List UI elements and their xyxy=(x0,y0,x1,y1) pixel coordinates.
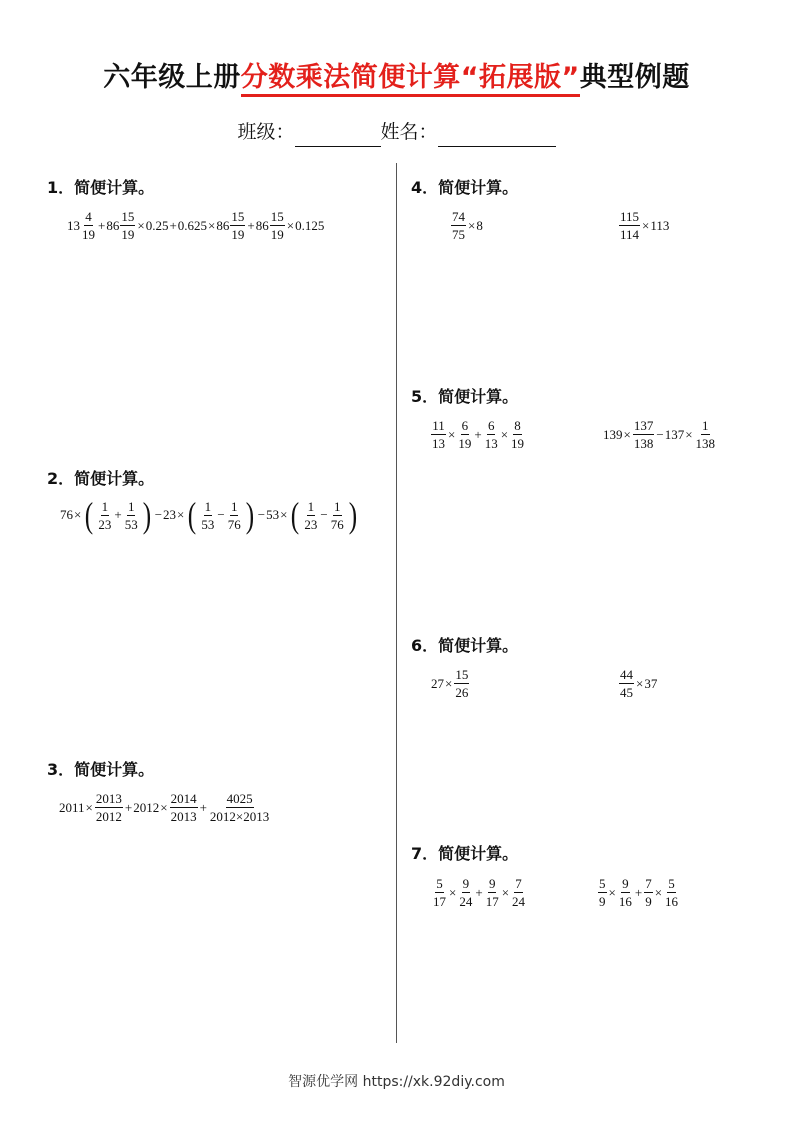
fraction xyxy=(510,419,525,450)
fraction xyxy=(511,877,526,908)
footer-watermark: 智源优学网 https://xk.92diy.com xyxy=(288,1074,505,1090)
fraction xyxy=(81,210,96,241)
number: 86 xyxy=(106,217,120,233)
fraction xyxy=(124,500,139,531)
numerator: 74 xyxy=(452,209,465,224)
parenthesis: ( xyxy=(188,495,197,535)
operator: − xyxy=(217,507,225,522)
number: 113 xyxy=(650,217,670,233)
number: 37 xyxy=(644,675,658,691)
problem-label: 6．简便计算。 xyxy=(411,636,519,655)
problem-7 xyxy=(411,841,518,864)
operator: × xyxy=(636,675,644,691)
numerator: 5 xyxy=(599,876,606,891)
column-divider xyxy=(396,163,397,1043)
number: 27 xyxy=(431,675,444,691)
operator: + xyxy=(199,799,207,815)
fraction xyxy=(209,792,270,823)
fraction xyxy=(200,500,215,531)
numerator: 15 xyxy=(231,209,245,224)
fraction xyxy=(95,792,123,823)
parenthesis: ( xyxy=(85,495,94,535)
denominator: 16 xyxy=(618,894,632,909)
number: 0.125 xyxy=(295,217,325,233)
problem-1 xyxy=(47,175,154,198)
problem-3-expression xyxy=(59,792,271,823)
problem-1-expression xyxy=(67,210,324,241)
fraction xyxy=(451,210,466,241)
operator: × xyxy=(208,217,216,233)
numerator: 15 xyxy=(270,209,284,224)
numerator: 5 xyxy=(668,876,675,891)
class-blank[interactable] xyxy=(295,124,381,147)
denominator: 138 xyxy=(695,436,716,451)
problem-label: 7．简便计算。 xyxy=(411,844,519,863)
parenthesis: ( xyxy=(291,495,300,535)
number: 2011 xyxy=(59,799,85,815)
number: 139 xyxy=(603,426,623,442)
denominator: 76 xyxy=(227,516,241,532)
numerator: 9 xyxy=(622,876,629,891)
page-title: 六年级上册分数乘法简便计算“拓展版”典型例题 xyxy=(0,55,793,94)
denominator: 16 xyxy=(665,894,679,909)
numerator: 1 xyxy=(127,498,135,514)
denominator: 23 xyxy=(304,516,318,532)
numerator: 1 xyxy=(702,418,709,433)
fraction xyxy=(485,877,500,908)
fraction xyxy=(227,500,242,531)
parenthesis: ) xyxy=(348,495,357,535)
operator: × xyxy=(685,426,693,442)
problem-3 xyxy=(47,757,154,780)
numerator: 115 xyxy=(620,209,640,224)
denominator: 19 xyxy=(231,227,245,242)
denominator: 24 xyxy=(459,894,473,909)
problem-7-expression-a xyxy=(431,877,527,908)
numerator: 15 xyxy=(455,667,469,682)
operator: + xyxy=(475,884,483,900)
problem-4-expression-a xyxy=(450,210,483,241)
fraction xyxy=(484,419,499,450)
numerator: 137 xyxy=(633,418,654,433)
problem-5 xyxy=(411,384,518,407)
numerator: 1 xyxy=(101,498,109,514)
numerator: 1 xyxy=(334,498,341,514)
numerator: 9 xyxy=(462,876,470,891)
problem-6-expression-a xyxy=(431,668,470,699)
denominator: 24 xyxy=(512,894,526,909)
name-blank[interactable] xyxy=(438,124,556,147)
denominator: 76 xyxy=(330,516,344,532)
numerator: 1 xyxy=(204,498,212,514)
fraction xyxy=(644,877,653,908)
denominator: 9 xyxy=(599,894,606,909)
operator: + xyxy=(114,507,122,522)
denominator: 19 xyxy=(270,227,284,242)
operator: × xyxy=(642,217,650,233)
number: 86 xyxy=(216,217,230,233)
title-highlight: 分数乘法简便计算“拓展版” xyxy=(241,62,580,97)
numerator: 11 xyxy=(432,418,445,433)
operator: × xyxy=(500,426,509,442)
fraction xyxy=(454,668,469,699)
number: 137 xyxy=(664,426,685,442)
number: 0.625 xyxy=(177,217,208,233)
operator: + xyxy=(247,217,255,233)
class-label: 班级： xyxy=(237,121,295,143)
fraction xyxy=(618,877,633,908)
operator: × xyxy=(448,426,456,442)
operator: − xyxy=(656,426,664,442)
operator: × xyxy=(608,884,616,900)
numerator: 8 xyxy=(514,418,521,433)
fraction xyxy=(598,877,607,908)
denominator: 13 xyxy=(432,436,445,451)
denominator: 19 xyxy=(511,436,525,451)
problem-5-expression-b xyxy=(603,419,717,450)
denominator: 2012 xyxy=(95,809,122,824)
denominator: 75 xyxy=(452,227,465,242)
number: 0.25 xyxy=(145,217,169,233)
number: 23 xyxy=(163,507,177,522)
operator: × xyxy=(85,799,93,815)
operator: × xyxy=(137,217,145,233)
denominator: 26 xyxy=(455,685,469,700)
fraction xyxy=(303,500,318,531)
problem-2 xyxy=(47,466,154,489)
operator: × xyxy=(501,884,510,900)
operator: − xyxy=(154,507,163,522)
problem-label: 5．简便计算。 xyxy=(411,387,519,406)
operator: × xyxy=(654,884,663,900)
numerator: 5 xyxy=(436,876,443,891)
denominator: 114 xyxy=(620,227,640,242)
problem-4 xyxy=(411,175,518,198)
denominator: 23 xyxy=(98,516,112,532)
numerator: 4 xyxy=(85,209,92,224)
numerator: 1 xyxy=(307,498,315,514)
problem-label: 3．简便计算。 xyxy=(47,760,155,779)
fraction xyxy=(230,210,245,241)
fraction xyxy=(170,792,198,823)
fraction xyxy=(458,877,473,908)
fraction xyxy=(432,877,447,908)
number: 2012 xyxy=(133,799,160,815)
problem-label: 2．简便计算。 xyxy=(47,469,155,488)
numerator: 2013 xyxy=(95,791,122,806)
number: 53 xyxy=(266,507,280,522)
operator: − xyxy=(257,507,266,522)
operator: × xyxy=(160,799,168,815)
operator: × xyxy=(286,217,295,233)
operator: × xyxy=(445,675,453,691)
denominator: 138 xyxy=(633,436,654,451)
fraction xyxy=(431,419,446,450)
fraction xyxy=(270,210,285,241)
numerator: 7 xyxy=(645,876,652,891)
problem-label: 1．简便计算。 xyxy=(47,178,155,197)
numerator: 4025 xyxy=(226,791,253,806)
denominator: 2012×2013 xyxy=(209,809,270,824)
student-info xyxy=(0,117,793,147)
fraction xyxy=(457,419,472,450)
fraction xyxy=(619,668,634,699)
numerator: 44 xyxy=(620,667,633,682)
fraction xyxy=(330,500,345,531)
operator: × xyxy=(623,426,631,442)
denominator: 19 xyxy=(458,436,472,451)
problem-2-expression xyxy=(60,497,360,533)
numerator: 2014 xyxy=(170,791,197,806)
number: 8 xyxy=(476,217,483,233)
numerator: 9 xyxy=(488,876,496,891)
number: 76 xyxy=(60,507,73,522)
number: 86 xyxy=(255,217,269,233)
denominator: 17 xyxy=(485,894,499,909)
fraction xyxy=(695,419,717,450)
problem-5-expression-a xyxy=(430,419,526,450)
problem-4-expression-b xyxy=(618,210,669,241)
denominator: 53 xyxy=(201,516,215,532)
denominator: 45 xyxy=(620,685,633,700)
operator: × xyxy=(280,507,288,522)
operator: × xyxy=(449,884,457,900)
denominator: 53 xyxy=(124,516,138,532)
operator: × xyxy=(177,507,185,522)
name-label: 姓名： xyxy=(380,121,438,143)
operator: − xyxy=(320,507,328,522)
denominator: 9 xyxy=(645,894,652,909)
operator: × xyxy=(468,217,476,233)
operator: + xyxy=(169,217,177,233)
denominator: 19 xyxy=(121,227,135,242)
operator: + xyxy=(98,217,106,233)
fraction xyxy=(633,419,655,450)
number: 13 xyxy=(67,217,80,233)
numerator: 1 xyxy=(230,498,238,514)
parenthesis: ) xyxy=(142,495,151,535)
numerator: 6 xyxy=(487,418,495,433)
denominator: 2013 xyxy=(170,809,197,824)
fraction xyxy=(619,210,640,241)
problem-7-expression-b xyxy=(597,877,680,908)
numerator: 6 xyxy=(461,418,469,433)
denominator: 13 xyxy=(484,436,498,451)
problem-6 xyxy=(411,633,518,656)
numerator: 15 xyxy=(121,209,135,224)
operator: + xyxy=(634,884,643,900)
parenthesis: ) xyxy=(245,495,254,535)
operator: + xyxy=(124,799,133,815)
problem-6-expression-b xyxy=(618,668,657,699)
denominator: 19 xyxy=(82,227,95,242)
denominator: 17 xyxy=(433,894,446,909)
operator: + xyxy=(474,426,482,442)
fraction xyxy=(664,877,679,908)
fraction xyxy=(97,500,112,531)
numerator: 7 xyxy=(515,876,522,891)
fraction xyxy=(120,210,135,241)
problem-label: 4．简便计算。 xyxy=(411,178,519,197)
operator: × xyxy=(74,507,82,522)
